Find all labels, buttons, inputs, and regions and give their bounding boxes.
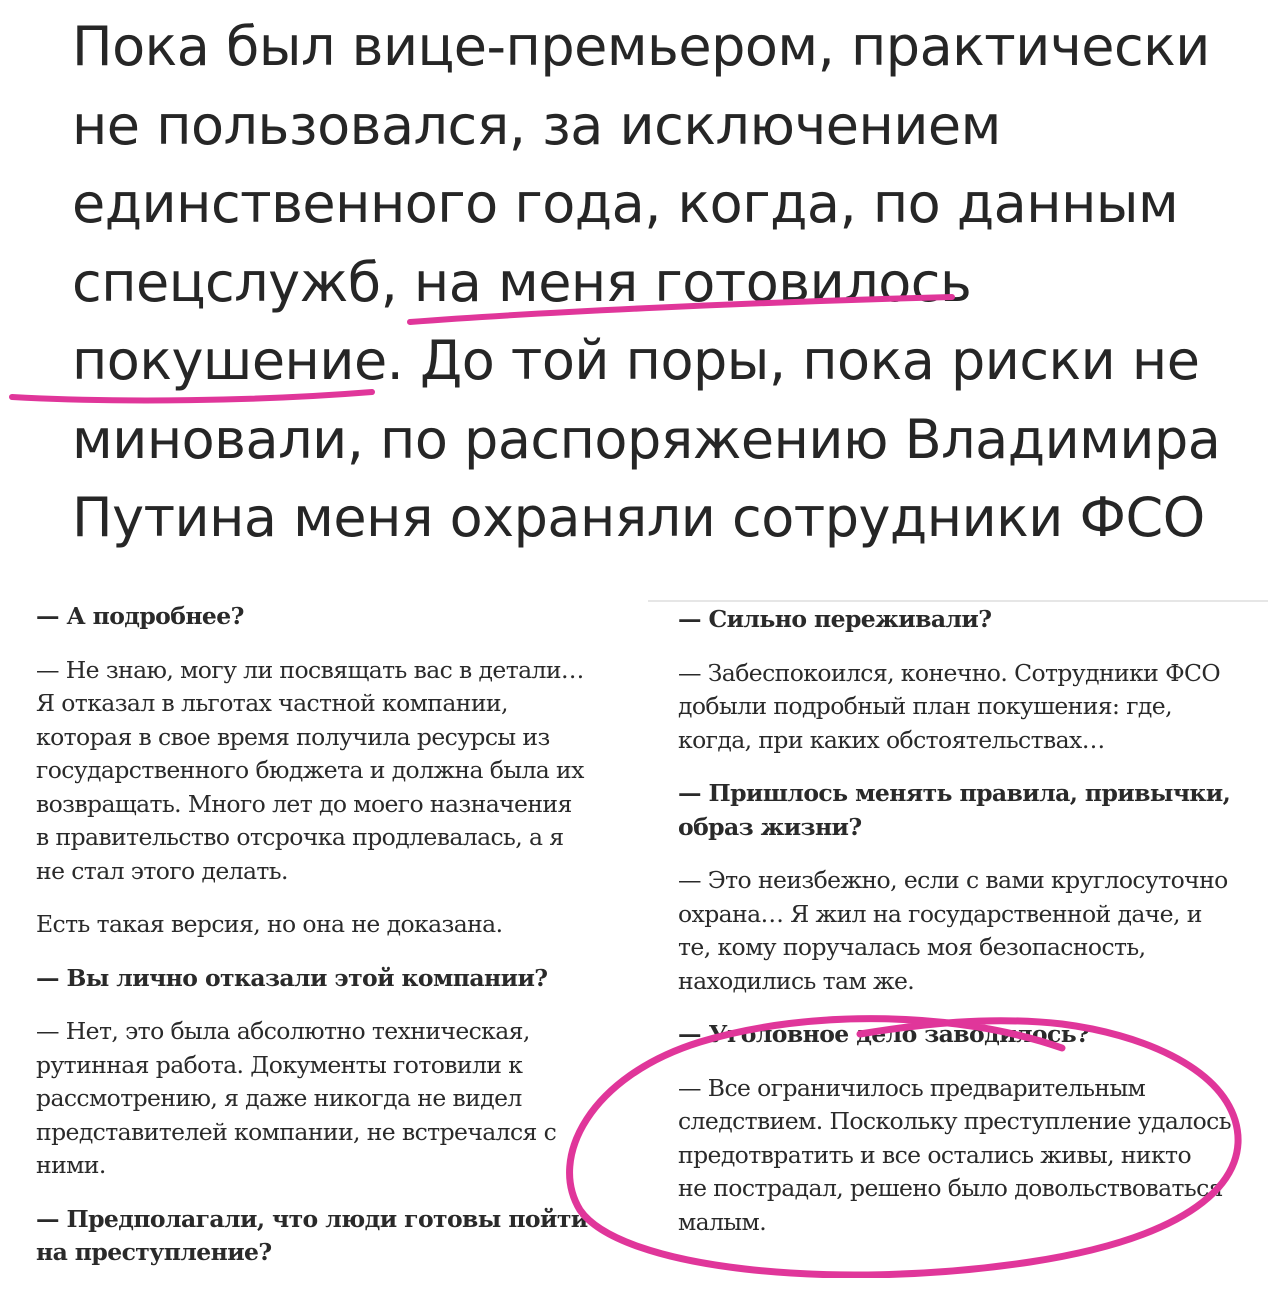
column-divider — [648, 600, 1268, 602]
answer: — Не знаю, могу ли посвящать вас в детали… Я отказал в льготах частной компании, которая в свое время получила ресурсы из государственного бюджета и должна была их возвращать. Много лет до моего назначения в правительство отсрочка продлевалась, а я не стал этого делать. — [36, 655, 584, 885]
right-article-column — [678, 603, 1238, 1259]
quote-line: спецслужб, на меня готовилось — [72, 250, 972, 314]
question: — Предполагали, что люди готовы пойти на преступление? — [36, 1204, 588, 1266]
question: — Уголовное дело заводилось? — [678, 1020, 1090, 1048]
quote-line: не пользовался, за исключением — [72, 93, 1001, 157]
answer: — Все ограничилось предварительным следствием. Поскольку преступление удалось предотвратить и все остались живы, никто не пострадал, решено было довольствоваться малым. — [678, 1073, 1231, 1236]
answer: — Это неизбежно, если с вами круглосуточно охрана… Я жил на государственной даче, и те, кому поручалась моя безопасность, находились там же. — [678, 866, 1228, 995]
answer: — Забеспокоился, конечно. Сотрудники ФСО добыли подробный план покушения: где, когда, при каких обстоятельствах… — [678, 658, 1221, 754]
quote-line: единственного года, когда, по данным — [72, 172, 1179, 235]
question: — А подробнее? — [36, 602, 244, 630]
quote-line: Путина меня охраняли сотрудники ФСО — [72, 486, 1205, 549]
quote-line: миновали, по распоряжению Владимира — [72, 407, 1221, 471]
question: — Сильно переживали? — [678, 605, 992, 633]
left-article-column — [36, 600, 611, 1290]
question: — Пришлось менять правила, привычки, образ жизни? — [678, 779, 1231, 841]
question: — Вы лично отказали этой компании? — [36, 963, 548, 992]
quote-line: покушение. До той поры, пока риски не — [72, 329, 1200, 392]
answer: Есть такая версия, но она не доказана. — [36, 910, 503, 938]
pull-quote — [72, 8, 1232, 558]
answer: — Нет, это была абсолютно техническая, рутинная работа. Документы готовили к рассмотрению, я даже никогда не видел представителей компании, не встречался с ними. — [36, 1017, 557, 1179]
quote-line: Пока был вице-премьером, практически — [72, 15, 1210, 78]
